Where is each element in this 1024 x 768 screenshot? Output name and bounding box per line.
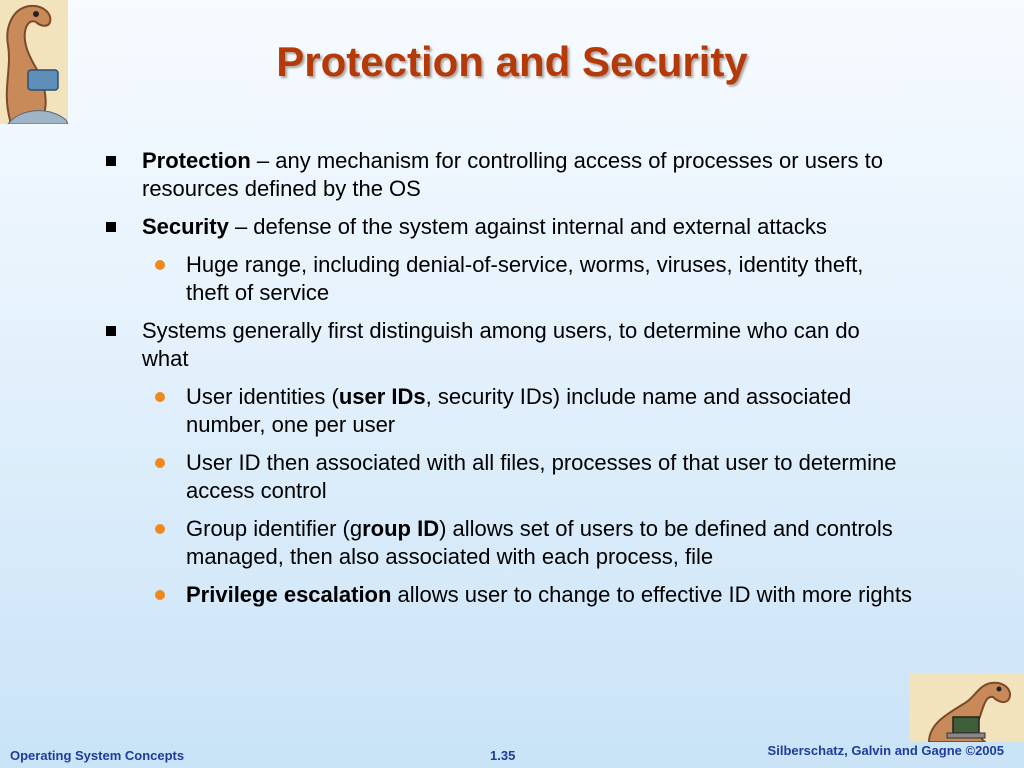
bullet-text-pre: Group identifier (g <box>186 516 363 541</box>
term-protection: Protection <box>142 148 251 173</box>
footer-copyright: Silberschatz, Galvin and Gagne ©2005 <box>767 743 1004 758</box>
square-bullet-icon <box>106 326 116 336</box>
term-group-id: roup ID <box>362 516 440 541</box>
slide-title: Protection and Security <box>276 38 748 85</box>
bullet-text: User ID then associated with all files, processes of that user to determine access control <box>186 450 897 503</box>
circle-bullet-icon <box>155 590 165 600</box>
term-privilege-escalation: Privilege escalation <box>186 582 392 607</box>
term-security: Security <box>142 214 229 239</box>
bullet-text: – any mechanism for controlling access of processes or users to resources defined by the OS <box>142 148 883 201</box>
sub-bullet-huge-range <box>102 251 912 307</box>
sub-bullet-privilege-escalation <box>102 581 912 609</box>
circle-bullet-icon <box>155 392 165 402</box>
bullet-systems <box>102 317 912 373</box>
circle-bullet-icon <box>155 524 165 534</box>
bullet-text-post: ) allows set of users to be defined and controls managed, then also associated with each process, file <box>186 516 893 569</box>
footer-course-title: Operating System Concepts <box>10 748 185 763</box>
sub-bullet-group-id <box>102 515 912 571</box>
sub-bullet-user-id <box>102 449 912 505</box>
square-bullet-icon <box>106 156 116 166</box>
sub-bullet-user-identities <box>102 383 912 439</box>
bullet-text: – defense of the system against internal and external attacks <box>228 214 827 239</box>
circle-bullet-icon <box>155 260 165 270</box>
footer-slide-number: 1.35 <box>490 748 516 763</box>
bullet-list <box>102 147 912 619</box>
bullet-protection <box>102 147 912 203</box>
bullet-text: Systems generally first distinguish among users, to determine who can do what <box>142 318 860 371</box>
bullet-security <box>102 213 912 241</box>
bullet-text: Huge range, including denial-of-service, worms, viruses, identity theft, theft of service <box>186 252 864 305</box>
term-user-ids: user IDs <box>338 384 426 409</box>
square-bullet-icon <box>106 222 116 232</box>
bullet-text: allows user to change to effective ID with more rights <box>391 582 912 607</box>
dinosaur-laptop-icon <box>909 673 1024 742</box>
bullet-text-post: , security IDs) include name and associated number, one per user <box>186 384 852 437</box>
bullet-text-pre: User identities ( <box>186 384 339 409</box>
circle-bullet-icon <box>155 458 165 468</box>
